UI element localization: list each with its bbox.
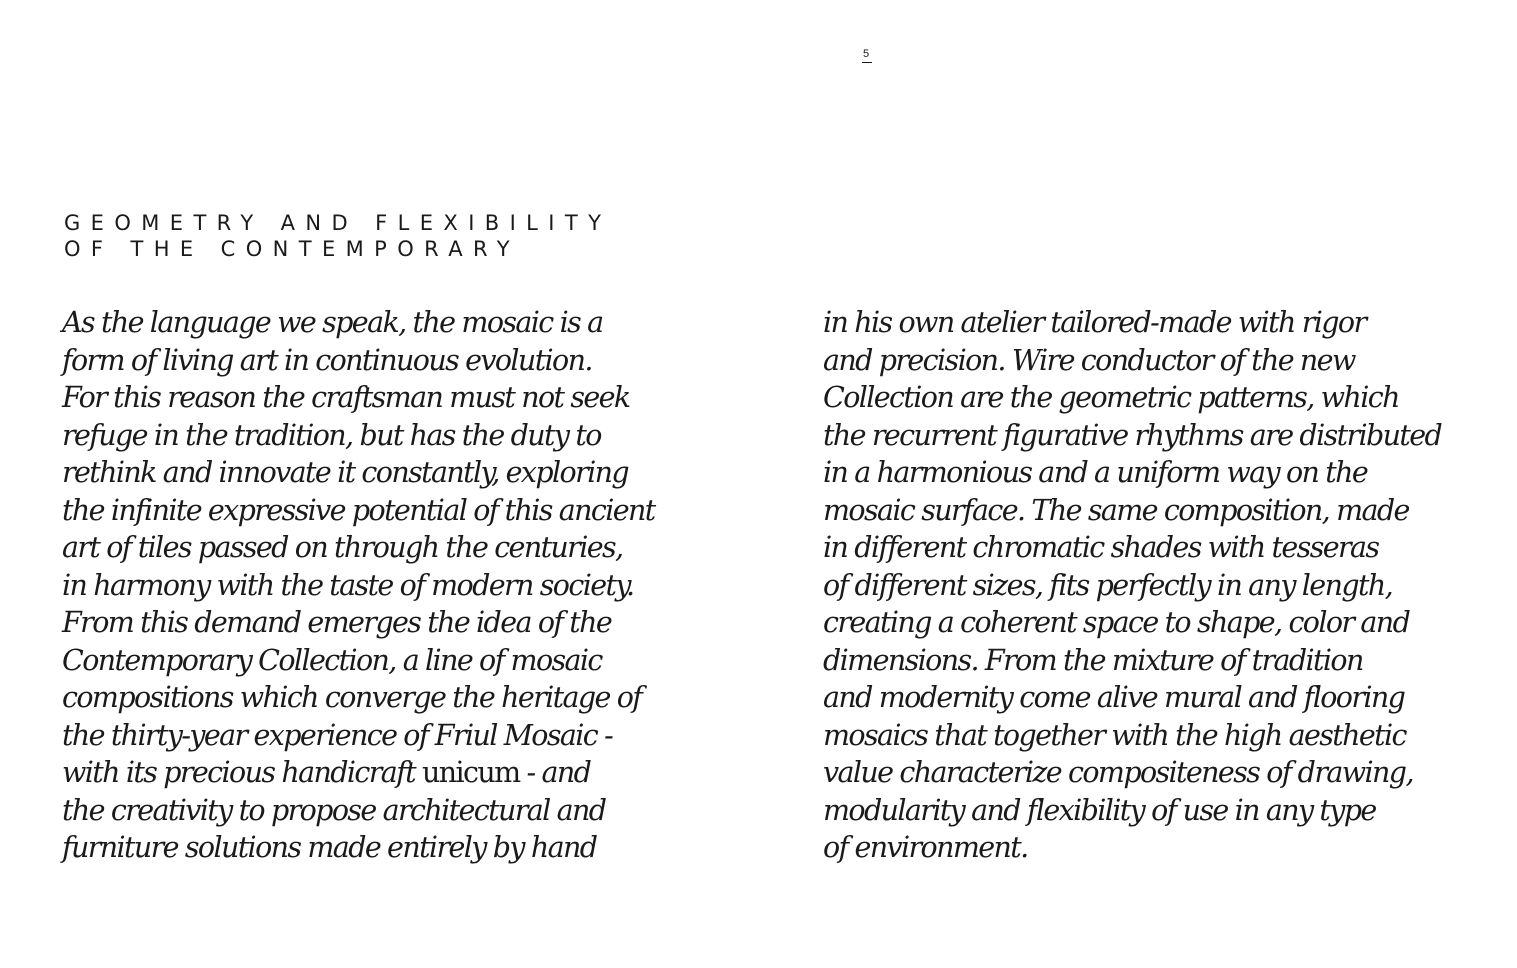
text-line: art of tiles passed on through the centuries, bbox=[62, 531, 623, 564]
text-line: the recurrent figurative rhythms are distributed bbox=[823, 418, 1442, 452]
text-line: For this reason the craftsman must not seek bbox=[62, 381, 630, 414]
page-number: 5 bbox=[862, 47, 872, 63]
text-line: the creativity to propose architectural and bbox=[62, 793, 606, 827]
text-line: the thirty-year experience of Friul Mosaic - bbox=[62, 718, 613, 752]
left-text-column bbox=[62, 304, 655, 867]
text-line: refuge in the tradition, but has the duty to bbox=[62, 418, 601, 452]
text-line: Collection are the geometric patterns, which bbox=[823, 381, 1399, 414]
unicum-word: unicum bbox=[421, 756, 520, 789]
text-line: in harmony with the taste of modern society. bbox=[62, 568, 634, 602]
text-line: of different sizes, fits perfectly in any length, bbox=[823, 568, 1393, 602]
text-line: compositions which converge the heritage of bbox=[62, 681, 642, 714]
text-fragment: with its precious handicraft bbox=[62, 756, 422, 789]
text-line: Contemporary Collection, a line of mosaic bbox=[62, 643, 602, 677]
text-line: the infinite expressive potential of this ancient bbox=[62, 493, 655, 527]
text-line-with-unicum bbox=[62, 754, 655, 792]
text-line: As the language we speak, the mosaic is a bbox=[62, 306, 603, 339]
text-line: mosaics that together with the high aesthetic bbox=[823, 718, 1406, 752]
text-line: rethink and innovate it constantly, exploring bbox=[62, 456, 629, 489]
text-line: in a harmonious and a uniform way on the bbox=[823, 456, 1368, 489]
heading-line-2: OF THE CONTEMPORARY bbox=[64, 237, 520, 261]
text-line: From this demand emerges the idea of the bbox=[62, 606, 612, 639]
right-text-column bbox=[823, 304, 1441, 867]
text-line: and modernity come alive mural and flooring bbox=[823, 681, 1405, 714]
text-line: value characterize compositeness of drawing, bbox=[823, 756, 1413, 789]
text-line: of environment. bbox=[823, 831, 1028, 864]
section-heading bbox=[64, 210, 611, 262]
text-fragment: - and bbox=[519, 756, 591, 789]
heading-line-1: GEOMETRY AND FLEXIBILITY bbox=[64, 211, 612, 235]
text-line: mosaic surface. The same composition, made bbox=[823, 493, 1409, 527]
text-line: in different chromatic shades with tesseras bbox=[823, 531, 1379, 564]
text-line: modularity and flexibility of use in any type bbox=[823, 793, 1376, 827]
text-line: in his own atelier tailored-made with rigor bbox=[823, 306, 1366, 339]
text-line: form of living art in continuous evolution. bbox=[62, 343, 592, 377]
text-line: dimensions. From the mixture of tradition bbox=[823, 643, 1363, 677]
text-line: and precision. Wire conductor of the new bbox=[823, 343, 1355, 377]
text-line: furniture solutions made entirely by hand bbox=[62, 831, 597, 864]
text-line: creating a coherent space to shape, color and bbox=[823, 606, 1410, 639]
